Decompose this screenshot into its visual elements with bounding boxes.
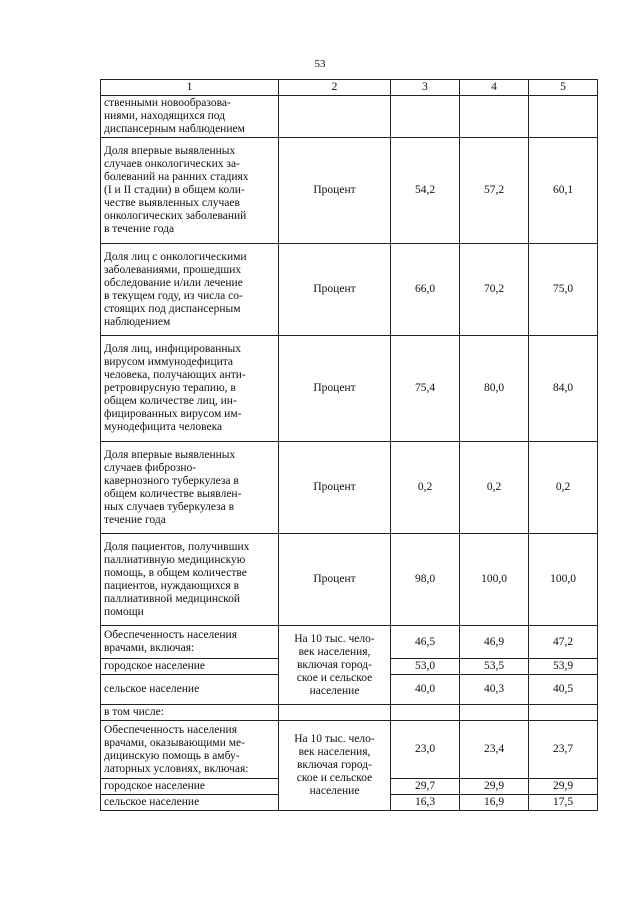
value-cell: 46,9 — [460, 626, 529, 659]
value-cell: 70,2 — [460, 244, 529, 336]
value-cell: 23,0 — [391, 721, 460, 779]
value-cell: 60,1 — [529, 138, 598, 244]
value-cell — [529, 96, 598, 138]
value-cell — [391, 96, 460, 138]
indicator-name: городское население — [101, 659, 279, 675]
value-cell: 0,2 — [529, 442, 598, 534]
unit-cell — [279, 96, 391, 138]
unit-cell: На 10 тыс. чело- век населения, включая город- ское и сельское население — [279, 626, 391, 705]
unit-cell: На 10 тыс. чело- век населения, включая город- ское и сельское население — [279, 721, 391, 811]
indicator-name: Обеспеченность населения врачами, оказывающими ме- дицинскую помощь в амбу- латорных условиях, включая: — [101, 721, 279, 779]
table-row — [101, 442, 598, 534]
value-cell: 53,9 — [529, 659, 598, 675]
indicator-name: сельское население — [101, 795, 279, 811]
value-cell: 40,0 — [391, 675, 460, 705]
value-cell: 80,0 — [460, 336, 529, 442]
table-row — [101, 138, 598, 244]
column-header: 2 — [279, 80, 391, 96]
value-cell: 75,4 — [391, 336, 460, 442]
indicator-name: Доля впервые выявленных случаев онкологических за- болеваний на ранних стадиях (I и II стадии) в общем коли- честве выявленных случаев онкологических заболеваний в течение года — [101, 138, 279, 244]
unit-cell: Процент — [279, 534, 391, 626]
table-row — [101, 244, 598, 336]
empty-cell — [391, 705, 460, 721]
table-header-row — [101, 80, 598, 96]
table-row — [101, 626, 598, 659]
indicator-name: ственными новообразова- ниями, находящихся под диспансерным наблюдением — [101, 96, 279, 138]
unit-cell: Процент — [279, 442, 391, 534]
value-cell: 29,9 — [529, 779, 598, 795]
value-cell: 40,5 — [529, 675, 598, 705]
table-row — [101, 705, 598, 721]
value-cell: 54,2 — [391, 138, 460, 244]
unit-cell: Процент — [279, 336, 391, 442]
indicator-name: городское население — [101, 779, 279, 795]
unit-cell: Процент — [279, 138, 391, 244]
table-row — [101, 336, 598, 442]
indicator-name: в том числе: — [101, 705, 279, 721]
value-cell: 0,2 — [391, 442, 460, 534]
column-header: 1 — [101, 80, 279, 96]
indicator-name: Доля впервые выявленных случаев фиброзно- кавернозного туберкулеза в общем количестве выявлен- ных случаев туберкулеза в течение года — [101, 442, 279, 534]
value-cell: 75,0 — [529, 244, 598, 336]
value-cell: 53,5 — [460, 659, 529, 675]
value-cell: 84,0 — [529, 336, 598, 442]
indicator-name: Доля лиц, инфицированных вирусом иммунодефицита человека, получающих анти- ретровирусную терапию, в общем количестве лиц, ин- фицированных вирусом им- мунодефицита человека — [101, 336, 279, 442]
column-header: 5 — [529, 80, 598, 96]
unit-cell: Процент — [279, 244, 391, 336]
value-cell: 17,5 — [529, 795, 598, 811]
table-row — [101, 96, 598, 138]
value-cell: 29,7 — [391, 779, 460, 795]
value-cell — [460, 96, 529, 138]
value-cell: 66,0 — [391, 244, 460, 336]
page-number: 53 — [314, 58, 326, 70]
indicator-name: Доля пациентов, получивших паллиативную медицинскую помощь, в общем количестве пациентов, нуждающихся в паллиативной медицинской помощи — [101, 534, 279, 626]
indicator-name: сельское население — [101, 675, 279, 705]
value-cell: 16,9 — [460, 795, 529, 811]
column-header: 3 — [391, 80, 460, 96]
value-cell: 98,0 — [391, 534, 460, 626]
value-cell: 100,0 — [460, 534, 529, 626]
value-cell: 100,0 — [529, 534, 598, 626]
column-header: 4 — [460, 80, 529, 96]
indicators-table — [100, 79, 598, 811]
value-cell: 29,9 — [460, 779, 529, 795]
value-cell: 40,3 — [460, 675, 529, 705]
indicator-name: Доля лиц с онкологическими заболеваниями, прошедших обследование и/или лечение в текущем году, из числа со- стоящих под диспансерным наблюдением — [101, 244, 279, 336]
empty-cell — [279, 705, 391, 721]
value-cell: 46,5 — [391, 626, 460, 659]
empty-cell — [460, 705, 529, 721]
value-cell: 0,2 — [460, 442, 529, 534]
empty-cell — [529, 705, 598, 721]
indicator-name: Обеспеченность населения врачами, включая: — [101, 626, 279, 659]
table-row — [101, 534, 598, 626]
value-cell: 23,7 — [529, 721, 598, 779]
value-cell: 47,2 — [529, 626, 598, 659]
value-cell: 16,3 — [391, 795, 460, 811]
value-cell: 23,4 — [460, 721, 529, 779]
value-cell: 57,2 — [460, 138, 529, 244]
value-cell: 53,0 — [391, 659, 460, 675]
table-row — [101, 721, 598, 779]
